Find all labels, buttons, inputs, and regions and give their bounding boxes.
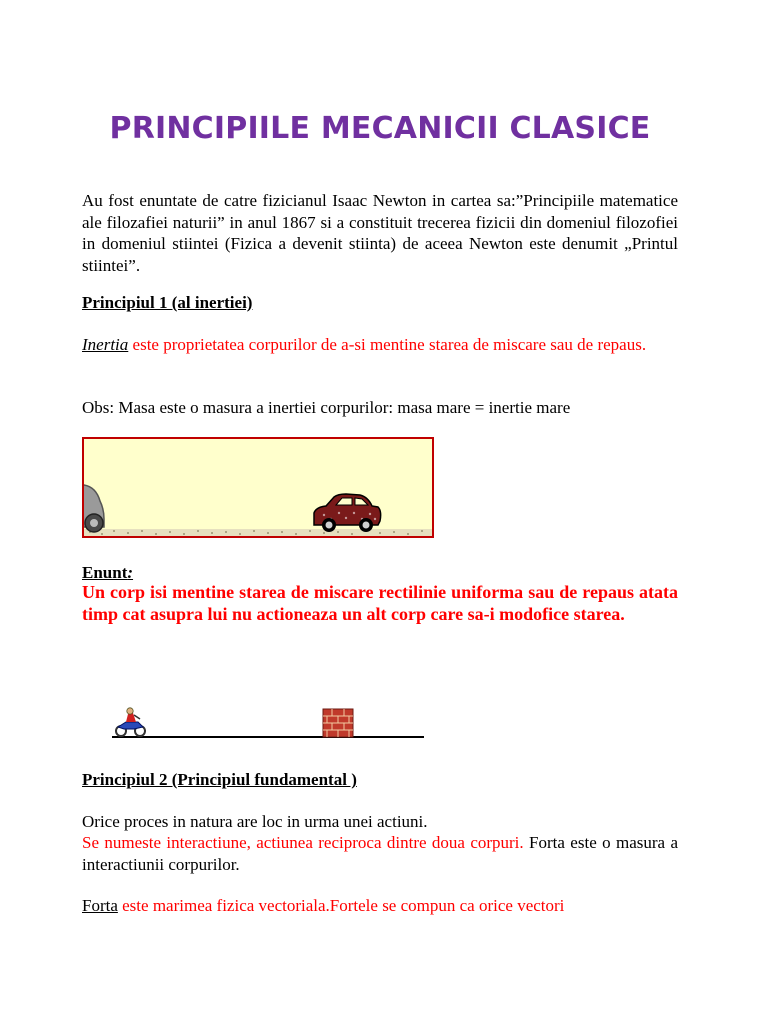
intro-paragraph: Au fost enuntate de catre fizicianul Isaac Newton in cartea sa:”Principiile matematice ale filozafiei naturii” in anul 1867 si a constituit trecerea fizicii din domeniul filozofiei in domeniul stiintei (Fizica a devenit stiinta) de aceea Newton este denumit „Printul stiintei”.: [82, 191, 678, 275]
principle-1-statement: Un corp isi mentine starea de miscare rectilinie uniforma sau de repaus atata timp cat asupra lui nu actioneaza un alt corp care sa-i modofice starea.: [82, 582, 678, 624]
motorcycle-wall-illustration: [112, 706, 427, 742]
motorcycle-wall-drawing: [112, 706, 427, 742]
enunt-label: [82, 562, 678, 584]
road-scene-drawing: [84, 439, 432, 536]
interaction-definition-red: Se numeste interactiune, actiunea reciproca dintre doua corpuri.: [82, 833, 524, 852]
brick-wall: [323, 709, 353, 737]
inertia-animation-illustration: [82, 437, 434, 538]
force-definition-text: este marimea fizica vectoriala.Fortele se compun ca orice vectori: [117, 896, 565, 915]
grey-car: [84, 485, 104, 532]
action-statement: Orice proces in natura are loc in urma unei actiuni.: [82, 812, 428, 831]
inertia-term: Inertia: [82, 335, 129, 354]
red-car: [314, 494, 381, 532]
principle-2-heading: Principiul 2 (Principiul fundamental ): [82, 770, 357, 789]
force-term: Forta: [82, 896, 118, 915]
interaction-definition-black: Forta este o masura a interactiunii corpurilor.: [82, 833, 678, 874]
principle-1-heading: Principiul 1 (al inertiei): [82, 293, 253, 312]
motorcycle-rider: [116, 708, 145, 736]
observation-text: Obs: Masa este o masura a inertiei corpurilor: masa mare = inertie mare: [82, 398, 571, 417]
enunt-label-text: Enunt: [82, 563, 128, 582]
enunt-label-colon: :: [127, 563, 134, 582]
inertia-definition-text: este proprietatea corpurilor de a-si mentine starea de miscare sau de repaus.: [128, 335, 647, 354]
force-definition: [82, 895, 678, 917]
interaction-definition: [82, 832, 678, 875]
page-title: PRINCIPIILE MECANICII CLASICE: [109, 111, 651, 146]
inertia-definition: [82, 334, 678, 356]
